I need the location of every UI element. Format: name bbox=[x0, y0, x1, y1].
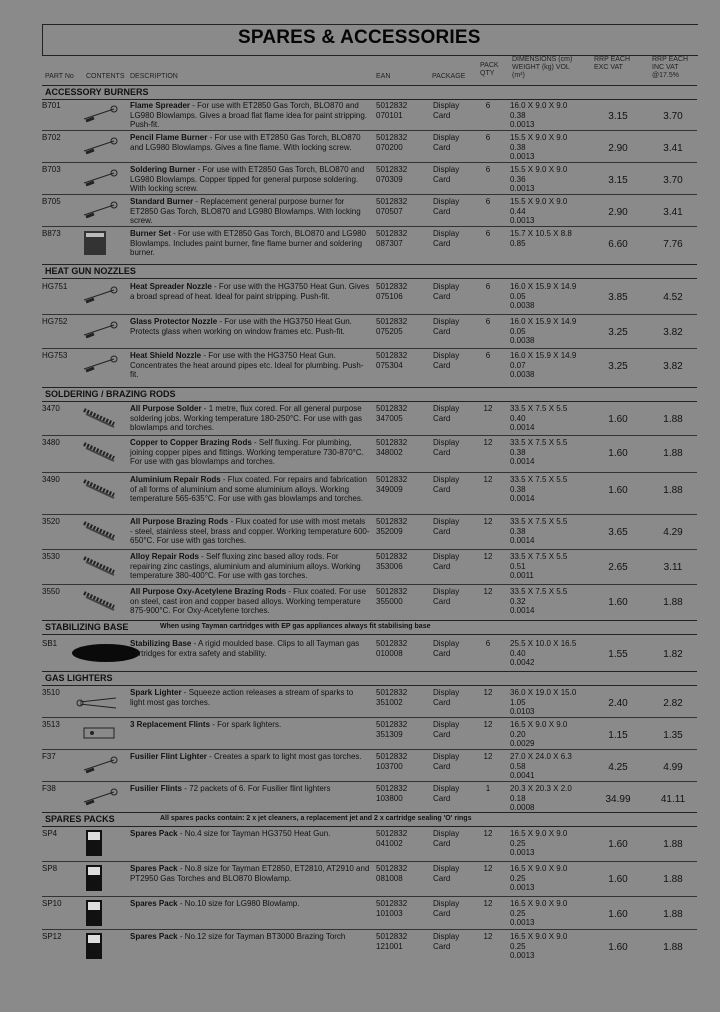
package-type: Display Card bbox=[433, 720, 460, 739]
section-header bbox=[42, 85, 697, 100]
dimensions: 16.5 X 9.0 X 9.0 0.20 0.0029 bbox=[510, 720, 568, 748]
package-type: Display Card bbox=[433, 229, 460, 248]
part-number: SP12 bbox=[42, 932, 62, 941]
product-description bbox=[130, 587, 370, 616]
part-number: F37 bbox=[42, 752, 56, 761]
price-inc-vat: 3.70 bbox=[663, 111, 683, 122]
header-part-no: PART No bbox=[45, 73, 74, 80]
price-exc-vat: 4.25 bbox=[608, 762, 628, 773]
pack-quantity: 6 bbox=[485, 133, 491, 142]
section-title: SPARES PACKS bbox=[45, 814, 115, 824]
product-detail: - Flux coated for use with most metals - steel, stainless steel, brass and copper. Working temperature 600-650°C. For use with gas torches. bbox=[130, 517, 370, 545]
product-description bbox=[130, 552, 370, 581]
product-name: Spares Pack bbox=[130, 932, 178, 941]
price-exc-vat: 34.99 bbox=[605, 794, 631, 805]
pack-quantity: 6 bbox=[485, 351, 491, 360]
price-exc-vat: 2.90 bbox=[608, 143, 628, 154]
price-inc-vat: 4.52 bbox=[663, 292, 683, 303]
header-contents: CONTENTS bbox=[86, 73, 125, 80]
ean-code: 5012832 349009 bbox=[376, 475, 408, 494]
dimensions: 16.0 X 9.0 X 9.0 0.38 0.0013 bbox=[510, 101, 568, 129]
price-inc-vat: 1.35 bbox=[663, 730, 683, 741]
price-inc-vat: 1.88 bbox=[663, 874, 683, 885]
product-description bbox=[130, 720, 370, 730]
pack-quantity: 12 bbox=[483, 752, 493, 761]
package-type: Display Card bbox=[433, 784, 460, 803]
part-number: 3530 bbox=[42, 552, 60, 561]
dimensions: 16.0 X 15.9 X 14.9 0.05 0.0038 bbox=[510, 317, 577, 345]
product-name: Soldering Burner bbox=[130, 165, 196, 174]
section-title: SOLDERING / BRAZING RODS bbox=[45, 389, 176, 399]
price-exc-vat: 1.55 bbox=[608, 649, 628, 660]
product-detail: - For use with the HG3750 Heat Gun. Gives a broad spread of heat. Ideal for paint stripping. Push-fit. bbox=[130, 282, 370, 301]
package-type: Display Card bbox=[433, 517, 460, 536]
header-rrp-inc: RRP EACH INC VAT @17.5% bbox=[652, 56, 689, 79]
row-divider bbox=[42, 549, 697, 550]
dimensions: 36.0 X 19.0 X 15.0 1.05 0.0103 bbox=[510, 688, 577, 716]
package-type: Display Card bbox=[433, 475, 460, 494]
price-exc-vat: 2.40 bbox=[608, 698, 628, 709]
product-description bbox=[130, 784, 370, 794]
ean-code: 5012832 352009 bbox=[376, 517, 408, 536]
price-exc-vat: 3.15 bbox=[608, 111, 628, 122]
product-description bbox=[130, 475, 370, 504]
product-detail: - For use with the HG3750 Heat Gun. Protects glass when working on window frames etc. Push-fit. bbox=[130, 317, 352, 336]
product-description bbox=[130, 404, 370, 433]
dimensions: 16.5 X 9.0 X 9.0 0.25 0.0013 bbox=[510, 864, 568, 892]
row-divider bbox=[42, 226, 697, 227]
product-name: Heat Shield Nozzle bbox=[130, 351, 202, 360]
page-title: SPARES & ACCESSORIES bbox=[238, 27, 481, 48]
price-exc-vat: 3.25 bbox=[608, 361, 628, 372]
pack-quantity: 6 bbox=[485, 165, 491, 174]
pack-quantity: 6 bbox=[485, 101, 491, 110]
product-name: All Purpose Brazing Rods bbox=[130, 517, 229, 526]
row-divider bbox=[42, 861, 697, 862]
row-divider bbox=[42, 717, 697, 718]
package-type: Display Card bbox=[433, 282, 460, 301]
dimensions: 33.5 X 7.5 X 5.5 0.40 0.0014 bbox=[510, 404, 568, 432]
product-detail: - Flux coated. For repairs and fabrication of all forms of aluminium and some aluminium alloys. Working temperature 565-635°C. For use with gas blowlamps and torches. bbox=[130, 475, 367, 503]
header-ean: EAN bbox=[376, 73, 391, 80]
product-detail: - For use with ET2850 Gas Torch, BLO870 and LG980 Blowlamps. Copper tipped for general purpose soldering. With locking screw. bbox=[130, 165, 365, 193]
package-type: Display Card bbox=[433, 438, 460, 457]
pack-quantity: 6 bbox=[485, 639, 491, 648]
price-inc-vat: 3.41 bbox=[663, 207, 683, 218]
product-detail: - For use with the HG3750 Heat Gun. Concentrates the heat around pipes etc. Ideal for plumbing. Push-fit. bbox=[130, 351, 364, 379]
product-detail: - Replacement general purpose burner for ET2850 Gas Torch, BLO870 and LG980 Blowlamps. With locking screw. bbox=[130, 197, 361, 225]
price-inc-vat: 1.88 bbox=[663, 839, 683, 850]
pack-quantity: 12 bbox=[483, 404, 493, 413]
part-number: SB1 bbox=[42, 639, 58, 648]
row-divider bbox=[42, 514, 697, 515]
pack-quantity: 12 bbox=[483, 517, 493, 526]
part-number: SP8 bbox=[42, 864, 58, 873]
ean-code: 5012832 347005 bbox=[376, 404, 408, 423]
part-number: B701 bbox=[42, 101, 61, 110]
ean-code: 5012832 351002 bbox=[376, 688, 408, 707]
price-inc-vat: 1.88 bbox=[663, 909, 683, 920]
section-title: ACCESSORY BURNERS bbox=[45, 87, 149, 97]
package-type: Display Card bbox=[433, 197, 460, 216]
price-inc-vat: 3.82 bbox=[663, 327, 683, 338]
price-inc-vat: 1.88 bbox=[663, 414, 683, 425]
row-divider bbox=[42, 896, 697, 897]
product-detail: - Self fluxing. For plumbing, joining copper pipes and fittings. Working temperature 730-870°C. For use with gas blowlamps and torches. bbox=[130, 438, 364, 466]
part-number: SP4 bbox=[42, 829, 58, 838]
part-number: 3490 bbox=[42, 475, 60, 484]
product-name: Burner Set bbox=[130, 229, 171, 238]
product-description bbox=[130, 351, 370, 380]
price-exc-vat: 2.65 bbox=[608, 562, 628, 573]
ean-code: 5012832 070507 bbox=[376, 197, 408, 216]
package-type: Display Card bbox=[433, 829, 460, 848]
product-name: Fusilier Flint Lighter bbox=[130, 752, 207, 761]
dimensions: 33.5 X 7.5 X 5.5 0.32 0.0014 bbox=[510, 587, 568, 615]
product-description bbox=[130, 197, 370, 226]
part-number: 3510 bbox=[42, 688, 60, 697]
price-inc-vat: 3.82 bbox=[663, 361, 683, 372]
section-header bbox=[42, 264, 697, 279]
package-type: Display Card bbox=[433, 404, 460, 423]
package-type: Display Card bbox=[433, 165, 460, 184]
product-detail: - No.10 size for LG980 Blowlamp. bbox=[177, 899, 300, 908]
pack-quantity: 12 bbox=[483, 932, 493, 941]
product-description bbox=[130, 899, 370, 909]
package-type: Display Card bbox=[433, 351, 460, 370]
part-number: B703 bbox=[42, 165, 61, 174]
price-inc-vat: 3.70 bbox=[663, 175, 683, 186]
product-detail: - No.4 size for Tayman HG3750 Heat Gun. bbox=[177, 829, 331, 838]
package-type: Display Card bbox=[433, 688, 460, 707]
ean-code: 5012832 353006 bbox=[376, 552, 408, 571]
product-name: Copper to Copper Brazing Rods bbox=[130, 438, 252, 447]
dimensions: 15.5 X 9.0 X 9.0 0.36 0.0013 bbox=[510, 165, 568, 193]
product-name: 3 Replacement Flints bbox=[130, 720, 211, 729]
product-detail: - Flux coated. For use on steel, cast iron and copper based alloys. Working temperature 875-900°C. For Oxy-Acetylene torches. bbox=[130, 587, 367, 615]
pack-quantity: 6 bbox=[485, 282, 491, 291]
price-exc-vat: 1.60 bbox=[608, 839, 628, 850]
product-description bbox=[130, 932, 370, 942]
dimensions: 33.5 X 7.5 X 5.5 0.38 0.0014 bbox=[510, 438, 568, 466]
row-divider bbox=[42, 130, 697, 131]
price-exc-vat: 6.60 bbox=[608, 239, 628, 250]
part-number: 3520 bbox=[42, 517, 60, 526]
dimensions: 15.5 X 9.0 X 9.0 0.38 0.0013 bbox=[510, 133, 568, 161]
price-exc-vat: 1.60 bbox=[608, 597, 628, 608]
product-description bbox=[130, 864, 370, 883]
part-number: 3480 bbox=[42, 438, 60, 447]
ean-code: 5012832 103800 bbox=[376, 784, 408, 803]
section-title: STABILIZING BASE bbox=[45, 622, 129, 632]
product-name: Glass Protector Nozzle bbox=[130, 317, 218, 326]
product-name: All Purpose Solder bbox=[130, 404, 202, 413]
header-description: DESCRIPTION bbox=[130, 73, 178, 80]
dimensions: 25.5 X 10.0 X 16.5 0.40 0.0042 bbox=[510, 639, 577, 667]
price-exc-vat: 3.25 bbox=[608, 327, 628, 338]
section-header bbox=[42, 620, 697, 635]
product-name: Pencil Flame Burner bbox=[130, 133, 208, 142]
price-inc-vat: 1.82 bbox=[663, 649, 683, 660]
ean-code: 5012832 010008 bbox=[376, 639, 408, 658]
product-description bbox=[130, 101, 370, 130]
header-package: PACKAGE bbox=[432, 73, 466, 80]
section-note: All spares packs contain: 2 x jet cleaners, a replacement jet and 2 x cartridge sealing 'O' rings bbox=[160, 815, 472, 822]
product-description bbox=[130, 165, 370, 194]
product-detail: - For use with ET2850 Gas Torch, BLO870 and LG980 Blowlamps. Gives a fine flame. With locking screw. bbox=[130, 133, 361, 152]
price-inc-vat: 4.99 bbox=[663, 762, 683, 773]
ean-code: 5012832 087307 bbox=[376, 229, 408, 248]
section-header bbox=[42, 387, 697, 402]
product-name: Spares Pack bbox=[130, 864, 178, 873]
product-detail: - For use with ET2850 Gas Torch, BLO870 and LG980 Blowlamps. Gives a broad flat flame idea for paint stripping. Push-fit. bbox=[130, 101, 368, 129]
dimensions: 16.0 X 15.9 X 14.9 0.05 0.0038 bbox=[510, 282, 577, 310]
pack-quantity: 1 bbox=[485, 784, 491, 793]
price-exc-vat: 3.65 bbox=[608, 527, 628, 538]
product-detail: - 72 packets of 6. For Fusilier flint lighters bbox=[182, 784, 331, 793]
package-type: Display Card bbox=[433, 552, 460, 571]
header-rrp-ex: RRP EACH EXC VAT bbox=[594, 56, 631, 71]
part-number: 3513 bbox=[42, 720, 60, 729]
product-description bbox=[130, 639, 370, 658]
pack-quantity: 12 bbox=[483, 864, 493, 873]
price-inc-vat: 3.11 bbox=[663, 562, 683, 573]
package-type: Display Card bbox=[433, 932, 460, 951]
dimensions: 16.5 X 9.0 X 9.0 0.25 0.0013 bbox=[510, 932, 568, 960]
price-exc-vat: 1.60 bbox=[608, 942, 628, 953]
ean-code: 5012832 101003 bbox=[376, 899, 408, 918]
price-exc-vat: 2.90 bbox=[608, 207, 628, 218]
price-exc-vat: 1.60 bbox=[608, 414, 628, 425]
price-exc-vat: 1.60 bbox=[608, 485, 628, 496]
product-description bbox=[130, 752, 370, 762]
part-number: B702 bbox=[42, 133, 61, 142]
product-detail: - No.8 size for Tayman ET2850, ET2810, AT2910 and PT2950 Gas Torches and BLO870 Blowlamp. bbox=[130, 864, 370, 883]
ean-code: 5012832 081008 bbox=[376, 864, 408, 883]
pack-quantity: 12 bbox=[483, 552, 493, 561]
pack-quantity: 12 bbox=[483, 720, 493, 729]
section-title: GAS LIGHTERS bbox=[45, 673, 113, 683]
dimensions: 16.5 X 9.0 X 9.0 0.25 0.0013 bbox=[510, 899, 568, 927]
package-type: Display Card bbox=[433, 133, 460, 152]
product-description bbox=[130, 133, 370, 152]
product-description bbox=[130, 229, 370, 258]
price-exc-vat: 3.15 bbox=[608, 175, 628, 186]
product-name: Heat Spreader Nozzle bbox=[130, 282, 212, 291]
ean-code: 5012832 075304 bbox=[376, 351, 408, 370]
row-divider bbox=[42, 749, 697, 750]
package-type: Display Card bbox=[433, 317, 460, 336]
dimensions: 20.3 X 20.3 X 2.0 0.18 0.0008 bbox=[510, 784, 572, 812]
product-detail: - 1 metre, flux cored. For all general purpose soldering jobs. Working temperature 180-250°C. For use with gas blowlamps and torches. bbox=[130, 404, 363, 432]
product-name: Standard Burner bbox=[130, 197, 194, 206]
product-name: All Purpose Oxy-Acetylene Brazing Rods bbox=[130, 587, 287, 596]
product-detail: - A rigid moulded base. Clips to all Tayman gas cartridges for extra safety and stability. bbox=[130, 639, 360, 658]
dimensions: 16.0 X 15.9 X 14.9 0.07 0.0038 bbox=[510, 351, 577, 379]
price-inc-vat: 1.88 bbox=[663, 597, 683, 608]
price-inc-vat: 7.76 bbox=[663, 239, 683, 250]
price-inc-vat: 1.88 bbox=[663, 942, 683, 953]
price-inc-vat: 2.82 bbox=[663, 698, 683, 709]
part-number: HG751 bbox=[42, 282, 68, 291]
pack-quantity: 12 bbox=[483, 829, 493, 838]
row-divider bbox=[42, 781, 697, 782]
price-exc-vat: 1.60 bbox=[608, 448, 628, 459]
price-inc-vat: 3.41 bbox=[663, 143, 683, 154]
part-number: 3550 bbox=[42, 587, 60, 596]
ean-code: 5012832 075106 bbox=[376, 282, 408, 301]
product-detail: - Creates a spark to light most gas torches. bbox=[206, 752, 362, 761]
ean-code: 5012832 355000 bbox=[376, 587, 408, 606]
ean-code: 5012832 103700 bbox=[376, 752, 408, 771]
price-inc-vat: 1.88 bbox=[663, 485, 683, 496]
section-title: HEAT GUN NOZZLES bbox=[45, 266, 136, 276]
product-detail: - No.12 size for Tayman BT3000 Brazing Torch bbox=[177, 932, 346, 941]
part-number: 3470 bbox=[42, 404, 60, 413]
row-divider bbox=[42, 435, 697, 436]
product-name: Flame Spreader bbox=[130, 101, 191, 110]
ean-code: 5012832 348002 bbox=[376, 438, 408, 457]
header-dimensions: DIMENSIONS (cm) WEIGHT (kg) VOL (m³) bbox=[512, 56, 573, 79]
price-exc-vat: 1.15 bbox=[608, 730, 628, 741]
dimensions: 27.0 X 24.0 X 6.3 0.58 0.0041 bbox=[510, 752, 572, 780]
price-inc-vat: 4.29 bbox=[663, 527, 683, 538]
package-type: Display Card bbox=[433, 864, 460, 883]
row-divider bbox=[42, 929, 697, 930]
pack-quantity: 12 bbox=[483, 587, 493, 596]
pack-quantity: 12 bbox=[483, 688, 493, 697]
package-type: Display Card bbox=[433, 639, 460, 658]
row-divider bbox=[42, 348, 697, 349]
product-description bbox=[130, 829, 370, 839]
product-name: Spares Pack bbox=[130, 899, 178, 908]
pack-quantity: 6 bbox=[485, 317, 491, 326]
ean-code: 5012832 070101 bbox=[376, 101, 408, 120]
pack-quantity: 12 bbox=[483, 475, 493, 484]
product-name: Alloy Repair Rods bbox=[130, 552, 199, 561]
product-detail: - Squeeze action releases a stream of sparks to light most gas torches. bbox=[130, 688, 354, 707]
section-note: When using Tayman cartridges with EP gas appliances always fit stabilising base bbox=[160, 623, 431, 630]
package-type: Display Card bbox=[433, 587, 460, 606]
row-divider bbox=[42, 584, 697, 585]
price-exc-vat: 1.60 bbox=[608, 909, 628, 920]
product-detail: - For use with ET2850 Gas Torch, BLO870 and LG980 Blowlamps. Includes paint burner, fine flame burner and soldering burner. bbox=[130, 229, 366, 257]
price-inc-vat: 41.11 bbox=[660, 794, 686, 805]
ean-code: 5012832 070309 bbox=[376, 165, 408, 184]
row-divider bbox=[42, 472, 697, 473]
product-name: Aluminium Repair Rods bbox=[130, 475, 221, 484]
part-number: B705 bbox=[42, 197, 61, 206]
row-divider bbox=[42, 162, 697, 163]
package-type: Display Card bbox=[433, 752, 460, 771]
pack-quantity: 6 bbox=[485, 197, 491, 206]
product-name: Fusilier Flints bbox=[130, 784, 183, 793]
pack-quantity: 12 bbox=[483, 899, 493, 908]
product-detail: - For spark lighters. bbox=[210, 720, 282, 729]
part-number: HG753 bbox=[42, 351, 68, 360]
section-header bbox=[42, 671, 697, 686]
product-detail: - Self fluxing zinc based alloy rods. For repairing zinc castings, aluminium and aluminium alloys. Working temperature 380-400°C. For use with gas torches. bbox=[130, 552, 361, 580]
product-name: Stabilizing Base bbox=[130, 639, 192, 648]
dimensions: 15.5 X 9.0 X 9.0 0.44 0.0013 bbox=[510, 197, 568, 225]
product-description bbox=[130, 317, 370, 336]
product-description bbox=[130, 688, 370, 707]
row-divider bbox=[42, 194, 697, 195]
pack-quantity: 12 bbox=[483, 438, 493, 447]
pack-quantity: 6 bbox=[485, 229, 491, 238]
dimensions: 33.5 X 7.5 X 5.5 0.51 0.0011 bbox=[510, 552, 568, 580]
section-header bbox=[42, 812, 697, 827]
ean-code: 5012832 351309 bbox=[376, 720, 408, 739]
product-description bbox=[130, 282, 370, 301]
product-name: Spares Pack bbox=[130, 829, 178, 838]
product-description bbox=[130, 438, 370, 467]
part-number: SP10 bbox=[42, 899, 62, 908]
row-divider bbox=[42, 314, 697, 315]
dimensions: 16.5 X 9.0 X 9.0 0.25 0.0013 bbox=[510, 829, 568, 857]
ean-code: 5012832 070200 bbox=[376, 133, 408, 152]
package-type: Display Card bbox=[433, 101, 460, 120]
price-inc-vat: 1.88 bbox=[663, 448, 683, 459]
ean-code: 5012832 121001 bbox=[376, 932, 408, 951]
price-exc-vat: 3.85 bbox=[608, 292, 628, 303]
product-description bbox=[130, 517, 370, 546]
ean-code: 5012832 075205 bbox=[376, 317, 408, 336]
part-number: HG752 bbox=[42, 317, 68, 326]
product-name: Spark Lighter bbox=[130, 688, 182, 697]
dimensions: 33.5 X 7.5 X 5.5 0.38 0.0014 bbox=[510, 475, 568, 503]
part-number: F38 bbox=[42, 784, 56, 793]
ean-code: 5012832 041002 bbox=[376, 829, 408, 848]
dimensions: 33.5 X 7.5 X 5.5 0.38 0.0014 bbox=[510, 517, 568, 545]
header-pack-qty: PACK QTY bbox=[480, 62, 499, 77]
part-number: B873 bbox=[42, 229, 61, 238]
dimensions: 15.7 X 10.5 X 8.8 0.85 bbox=[510, 229, 572, 248]
package-type: Display Card bbox=[433, 899, 460, 918]
price-exc-vat: 1.60 bbox=[608, 874, 628, 885]
